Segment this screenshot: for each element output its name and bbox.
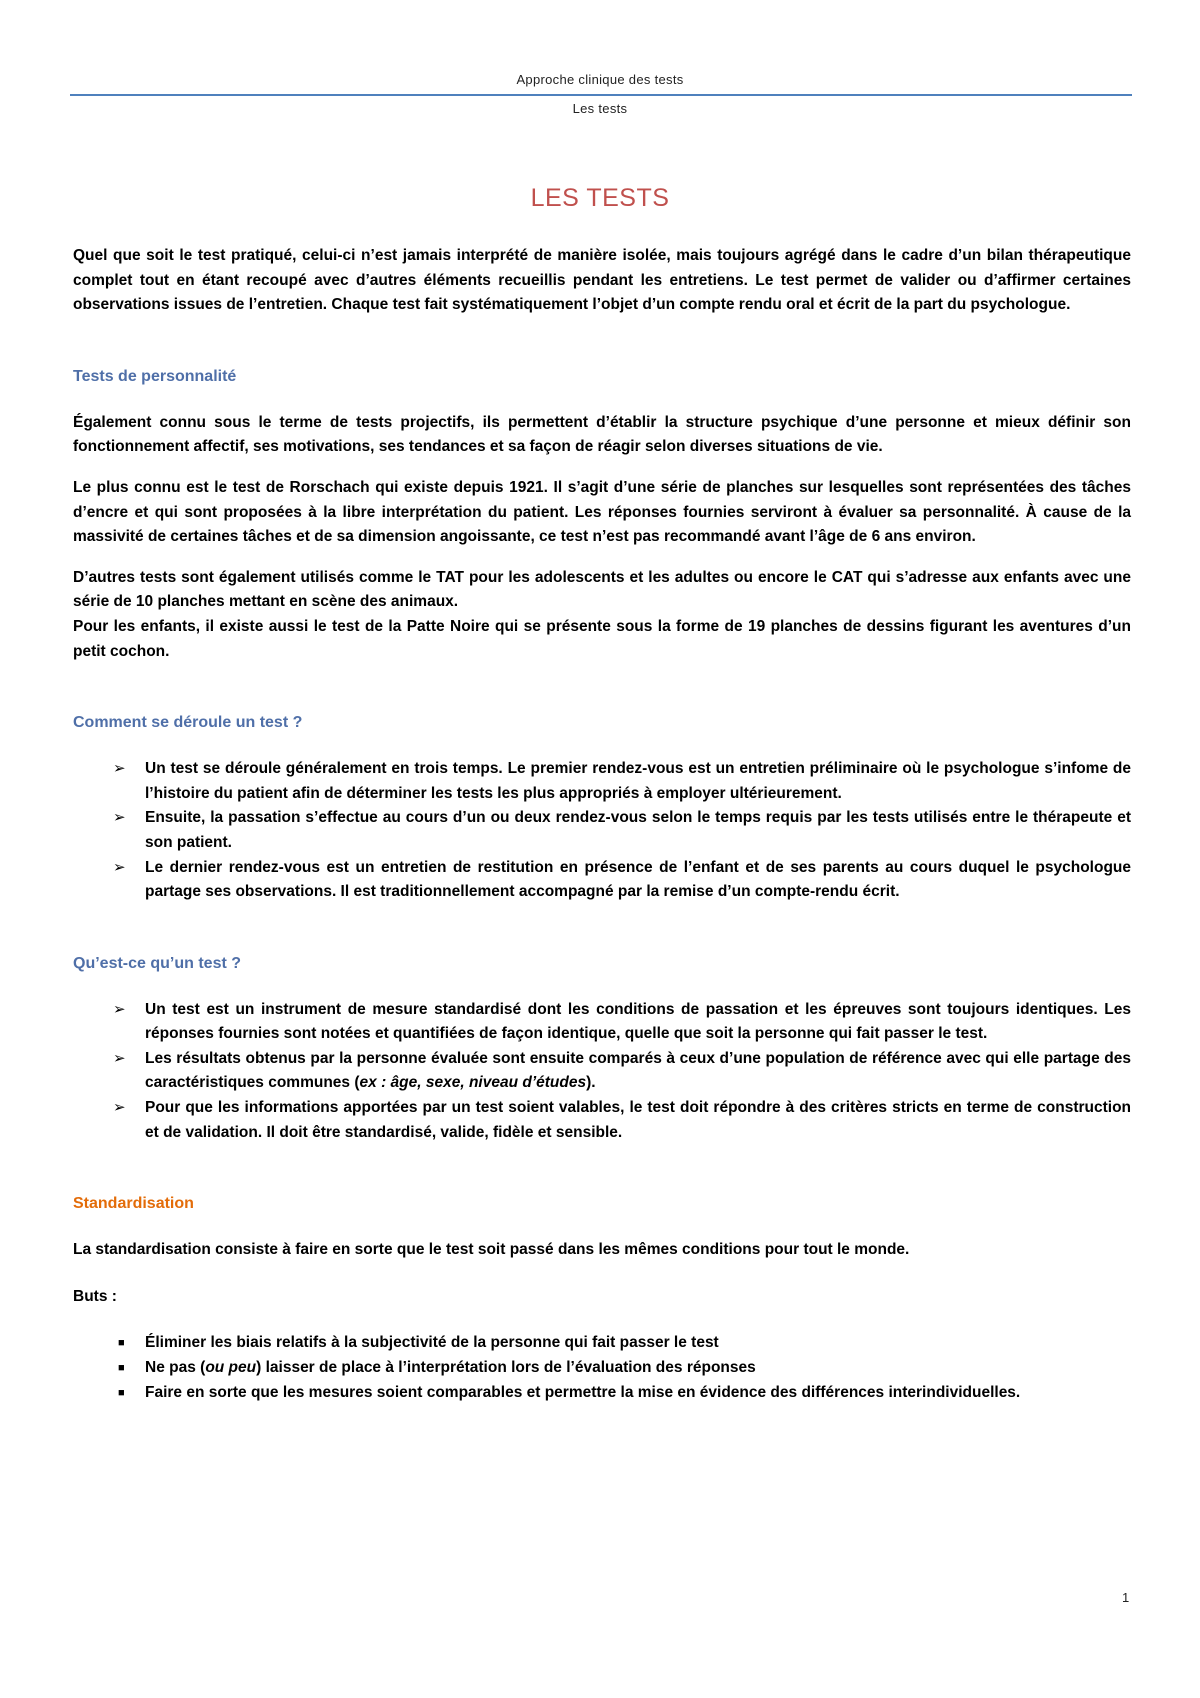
- arrow-bullet-icon: ➢: [113, 809, 126, 827]
- what-list: [73, 998, 1131, 1146]
- list-item: ➢ Les résultats obtenus par la personne évaluée sont ensuite comparés à ceux d’une population de référence avec qui elle partage des caractéristiques communes (ex : âge, sexe, niveau d’études).: [73, 1047, 1131, 1096]
- arrow-bullet-icon: ➢: [113, 760, 126, 778]
- list-item: ■ Éliminer les biais relatifs à la subjectivité de la personne qui fait passer le test: [73, 1331, 1131, 1356]
- square-bullet-icon: ■: [118, 1337, 125, 1350]
- personality-paragraph-2: Le plus connu est le test de Rorschach qui existe depuis 1921. Il s’agit d’une série de planches sur lesquelles sont représentées des tâches d’encre et qui sont proposées à la libre interprétation du patient. Les réponses fournies serviront à évaluer sa personnalité. À cause de la massivité de certaines tâches et de sa dimension angoissante, ce test n’est pas recommandé avant l’âge de 6 ans environ.: [73, 478, 1131, 546]
- list-item: ➢ Ensuite, la passation s’effectue au cours d’un ou deux rendez-vous selon le temps requis par les tests utilisés entre le thérapeute et son patient.: [73, 806, 1131, 855]
- personality-paragraph-3: D’autres tests sont également utilisés comme le TAT pour les adolescents et les adultes ou encore le CAT qui s’adresse aux enfants avec une série de 10 planches mettant en scène des animaux.: [73, 568, 1131, 611]
- list-item: ➢ Le dernier rendez-vous est un entretien de restitution en présence de l’enfant et de ses parents au cours duquel le psychologue partage ses observations. Il est traditionnellement accompagné par la remise d’un compte-rendu écrit.: [73, 856, 1131, 905]
- how-list: [73, 757, 1131, 905]
- section-heading-what: Qu’est-ce qu’un test ?: [73, 954, 242, 972]
- list-item: ■ Ne pas (ou peu) laisser de place à l’interprétation lors de l’évaluation des réponses: [73, 1356, 1131, 1381]
- section-heading-standardisation: Standardisation: [73, 1195, 194, 1213]
- page-title: LES TESTS: [530, 184, 670, 212]
- personality-paragraph-1: Également connu sous le terme de tests projectifs, ils permettent d’établir la structure psychique d’une personne et mieux définir son fonctionnement affectif, ses motivations, ses tendances et sa façon de réagir selon diverses situations de vie.: [73, 413, 1131, 456]
- header-divider: [70, 94, 1132, 96]
- arrow-bullet-icon: ➢: [113, 858, 126, 876]
- goals-label: Buts :: [73, 1287, 117, 1305]
- section-heading-how: Comment se déroule un test ?: [73, 714, 303, 732]
- square-bullet-icon: ■: [118, 1386, 125, 1399]
- arrow-bullet-icon: ➢: [113, 1000, 126, 1018]
- running-header-subtitle: Les tests: [572, 101, 628, 116]
- list-item: ■ Faire en sorte que les mesures soient comparables et permettre la mise en évidence des différences interindividuelles.: [73, 1381, 1131, 1406]
- list-item: ➢ Un test se déroule généralement en trois temps. Le premier rendez-vous est un entretien préliminaire où le psychologue s’infome de l’histoire du patient afin de déterminer les tests les plus appropriés à employer ultérieurement.: [73, 757, 1131, 806]
- personality-paragraph-4: Pour les enfants, il existe aussi le test de la Patte Noire qui se présente sous la forme de 19 planches de dessins figurant les aventures d’un petit cochon.: [73, 617, 1131, 660]
- running-header-title: Approche clinique des tests: [516, 72, 684, 87]
- page-number: 1: [1122, 1590, 1130, 1605]
- arrow-bullet-icon: ➢: [113, 1049, 126, 1067]
- arrow-bullet-icon: ➢: [113, 1099, 126, 1117]
- standardisation-paragraph: La standardisation consiste à faire en sorte que le test soit passé dans les mêmes conditions pour tout le monde.: [73, 1241, 910, 1259]
- document-body: [73, 244, 1131, 1405]
- list-item: ➢ Pour que les informations apportées par un test soient valables, le test doit répondre à des critères stricts en terme de construction et de validation. Il doit être standardisé, valide, fidèle et sensible.: [73, 1096, 1131, 1145]
- goals-list: [73, 1331, 1131, 1405]
- intro-paragraph: Quel que soit le test pratiqué, celui-ci n’est jamais interprété de manière isolée, mais toujours agrégé dans le cadre d’un bilan thérapeutique complet tout en étant recoupé avec d’autres éléments recueillis pendant les entretiens. Le test permet de valider ou d’affirmer certaines observations issues de l’entretien. Chaque test fait systématiquement l’objet d’un compte rendu oral et écrit de la part du psychologue.: [73, 247, 1131, 314]
- square-bullet-icon: ■: [118, 1362, 125, 1375]
- list-item: ➢ Un test est un instrument de mesure standardisé dont les conditions de passation et les épreuves sont toujours identiques. Les réponses fournies sont notées et quantifiées de façon identique, quelle que soit la personne qui fait passer le test.: [73, 998, 1131, 1047]
- section-heading-personality: Tests de personnalité: [73, 367, 237, 385]
